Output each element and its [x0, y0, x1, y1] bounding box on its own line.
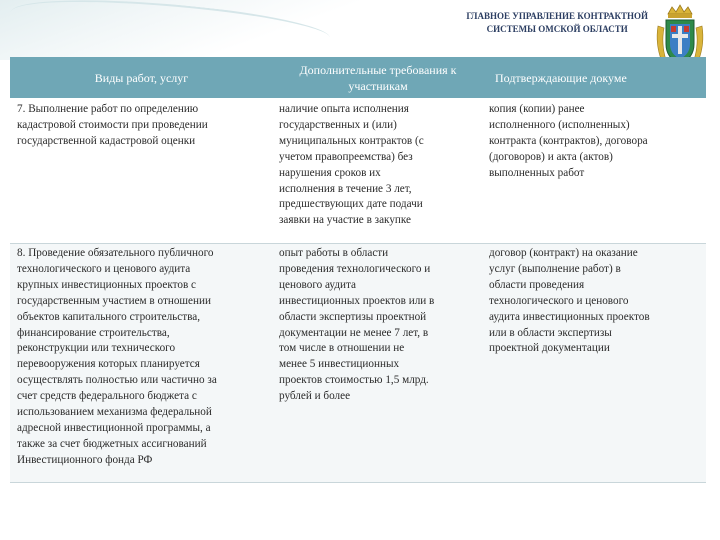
cell-line: проектной документации	[489, 342, 610, 355]
cell-line: том числе в отношении не	[279, 342, 405, 355]
cell-line: области проведения	[489, 278, 585, 291]
table-cell-requirements	[273, 99, 483, 244]
cell-line: или в области экспертизы	[489, 326, 612, 339]
cell-line: предшествующих дате подачи	[279, 198, 423, 211]
decorative-corner	[0, 0, 360, 60]
cell-line: перевооружения которых планируется	[17, 358, 200, 371]
column-header-work-types: Виды работ, услуг	[10, 57, 273, 99]
table-row	[10, 99, 706, 244]
cell-line: государственной кадастровой оценки	[17, 134, 196, 147]
cell-line: опыт работы в области	[279, 247, 389, 259]
cell-line: реконструкции или технического	[17, 342, 176, 355]
cell-line: технологического и ценового	[489, 294, 629, 307]
table-cell-documents	[483, 244, 706, 483]
cell-line: счет средств федерального бюджета с	[17, 390, 197, 403]
organization-title-line1: ГЛАВНОЕ УПРАВЛЕНИЕ КОНТРАКТНОЙ	[466, 11, 648, 21]
cell-line: копия (копии) ранее	[489, 103, 585, 115]
cell-line: осуществлять полностью или частично за	[17, 374, 217, 387]
table-cell-documents	[483, 99, 706, 244]
cell-line: исполненного (исполненных)	[489, 118, 630, 131]
cell-line: крупных инвестиционных проектов с	[17, 278, 197, 291]
decorative-swoosh	[9, 0, 332, 63]
cell-line: исполнения в течение 3 лет,	[279, 182, 412, 195]
cell-line: нарушения сроков их	[279, 166, 381, 179]
column-header-documents: Подтверждающие докуме	[483, 57, 706, 99]
cell-line: государственных и (или)	[279, 118, 397, 131]
cell-line: заявки на участие в закупке	[279, 214, 412, 227]
cell-line: менее 5 инвестиционных	[279, 358, 400, 371]
cell-line: технологического и ценового аудита	[17, 262, 191, 275]
cell-line: кадастровой стоимости при проведении	[17, 118, 208, 131]
table-cell-work	[10, 99, 273, 244]
cell-line: области экспертизы проектной	[279, 310, 427, 323]
cell-line: использованием механизма федеральной	[17, 406, 212, 419]
cell-line: договор (контракт) на оказание	[489, 247, 638, 259]
cell-line: финансирование строительства,	[17, 326, 170, 339]
cell-line: 7. Выполнение работ по определению	[17, 103, 199, 115]
cell-line: объектов капитального строительства,	[17, 310, 201, 323]
work-requirements-table	[10, 57, 706, 483]
cell-line: Инвестиционного фонда РФ	[17, 453, 153, 466]
cell-line: учетом правопреемства) без	[279, 150, 413, 163]
table-row	[10, 244, 706, 483]
cell-line: аудита инвестиционных проектов	[489, 310, 650, 323]
cell-line: услуг (выполнение работ) в	[489, 262, 621, 275]
organization-title	[466, 10, 648, 36]
cell-line: проведения технологического и	[279, 262, 431, 275]
cell-line: выполненных работ	[489, 166, 585, 179]
cell-line: (договоров) и акта (актов)	[489, 150, 613, 163]
table-header-row	[10, 57, 706, 99]
cell-line: инвестиционных проектов или в	[279, 294, 435, 307]
cell-line: контракта (контрактов), договора	[489, 134, 648, 147]
column-header-requirements: Дополнительные требования к участникам	[273, 57, 483, 99]
organization-title-line2: СИСТЕМЫ ОМСКОЙ ОБЛАСТИ	[486, 24, 628, 34]
cell-line: рублей и более	[279, 390, 351, 403]
table-cell-requirements	[273, 244, 483, 483]
cell-line: также за счет бюджетных ассигнований	[17, 437, 207, 450]
cell-line: муниципальных контрактов (с	[279, 134, 424, 147]
cell-line: наличие опыта исполнения	[279, 103, 409, 115]
cell-line: адресной инвестиционной программы, а	[17, 421, 211, 434]
cell-line: проектов стоимостью 1,5 млрд.	[279, 374, 429, 387]
cell-line: ценового аудита	[279, 278, 356, 291]
cell-line: документации не менее 7 лет, в	[279, 326, 429, 339]
table-cell-work	[10, 244, 273, 483]
cell-line: государственным участием в отношении	[17, 294, 211, 307]
cell-line: 8. Проведение обязательного публичного	[17, 247, 214, 259]
